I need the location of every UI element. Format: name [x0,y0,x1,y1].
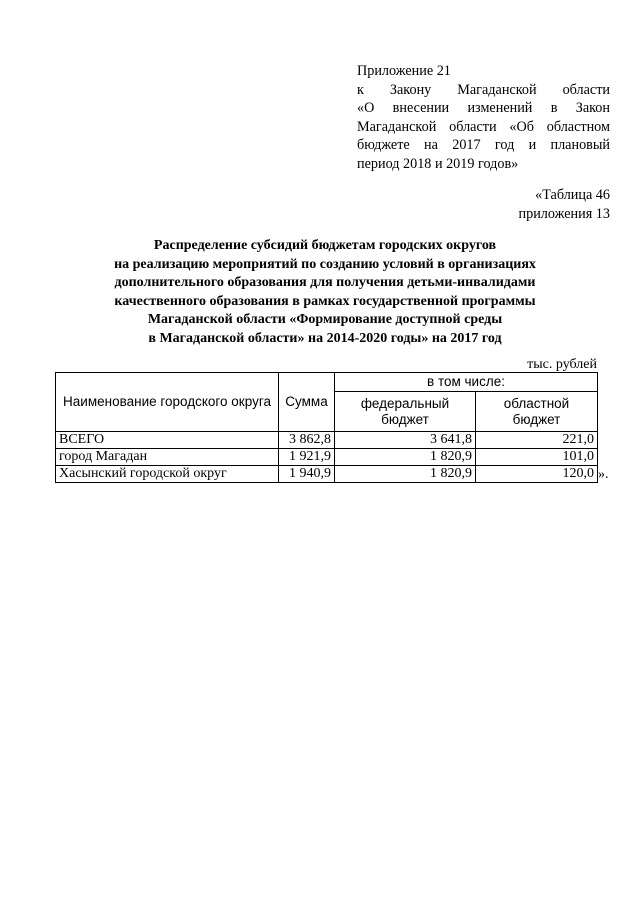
table-reference [519,186,610,223]
document-title [55,237,595,348]
title-line: качественного образования в рамках государственной программы [114,293,536,309]
row-federal: 1 820,9 [335,449,476,466]
row-federal: 3 641,8 [335,432,476,449]
row-sum: 1 940,9 [279,466,335,483]
row-name: ВСЕГО [56,432,279,449]
header-regional: областной бюджет [476,392,598,432]
row-regional: 101,0 [476,449,598,466]
title-line: дополнительного образования для получения детьми-инвалидами [114,275,536,290]
row-name: Хасынский городской округ [56,466,279,483]
row-sum: 3 862,8 [279,432,335,449]
row-federal: 1 820,9 [335,466,476,483]
appendix-law-ref: к Закону Магаданской области [357,81,610,98]
table-reference-appendix: приложения 13 [518,205,610,222]
title-line: Магаданской области «Формирование доступной среды [147,312,503,327]
header-sum: Сумма [279,373,335,432]
appendix-law-title-line1: «О внесении изменений в Закон [357,100,610,116]
title-line: на реализацию мероприятий по созданию условий в организациях [114,256,536,272]
appendix-number: Приложение 21 [357,63,451,79]
table-row [56,466,598,483]
title-line: Распределение субсидий бюджетам городских округов [153,238,497,253]
appendix-law-title-line3: бюджете на 2017 год и плановый [357,137,610,153]
appendix-law-title-line2: Магаданской области «Об областном [357,118,610,135]
appendix-law-title-line4: период 2018 и 2019 годов» [357,155,519,172]
closing-quote: ». [598,467,609,482]
table-row-total [56,432,598,449]
header-federal: федеральный бюджет [335,392,476,432]
row-sum: 1 921,9 [279,449,335,466]
table-header-row [56,373,598,392]
units-label: тыс. рублей [527,357,597,372]
appendix-header [357,62,610,173]
table-reference-number: «Таблица 46 [535,187,610,203]
row-regional: 120,0 [476,466,598,483]
table-row [56,449,598,466]
subsidy-table [55,372,598,483]
header-including: в том числе: [335,373,598,392]
row-regional: 221,0 [476,432,598,449]
row-name: город Магадан [56,449,279,466]
title-line: в Магаданской области» на 2014-2020 годы» на 2017 год [148,330,502,346]
header-name: Наименование городского округа [56,373,279,432]
